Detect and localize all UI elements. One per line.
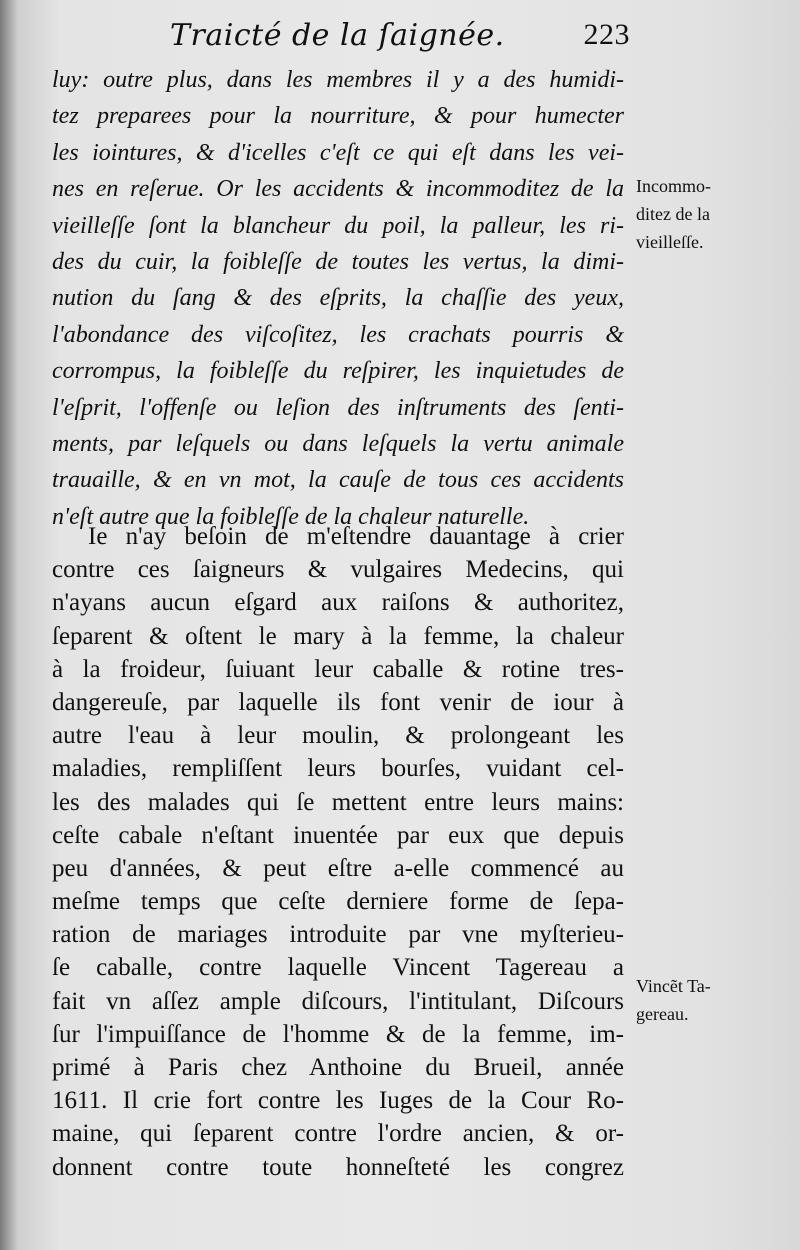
text-line: autre l'eau à leur moulin, & prolongeant les xyxy=(52,722,624,750)
text-line: les des malades qui ſe mettent entre leurs mains: xyxy=(52,788,624,816)
text-line: primé à Paris chez Anthoine du Brueil, année xyxy=(52,1054,624,1081)
margin-note-line: gereau. xyxy=(636,1004,689,1024)
text-line: Ie n'ay beſoin de m'eſtendre dauantage à crier xyxy=(88,523,624,550)
text-line: nution du ſang & des eſprits, la chaſſie des yeux, xyxy=(52,285,624,312)
text-line: dangereuſe, par laquelle ils font venir de iour à xyxy=(52,688,624,716)
margin-note-line: Vincẽt Ta- xyxy=(636,976,711,996)
margin-note-tagereau xyxy=(636,972,711,1028)
text-line: ſur l'impuiſſance de l'homme & de la femme, im- xyxy=(52,1020,624,1048)
text-line: maine, qui ſeparent contre l'ordre ancien, & or- xyxy=(52,1120,624,1148)
text-line: fait vn aſſez ample diſcours, l'intitulant, Diſcours xyxy=(52,987,624,1015)
text-line: donnent contre toute honneſteté les congrez xyxy=(52,1153,624,1181)
text-line: n'ayans aucun eſgard aux raiſons & authoritez, xyxy=(52,589,624,617)
text-line: ceſte cabale n'eſtant inuentée par eux que depuis xyxy=(52,821,624,849)
text-line: maladies, rempliſſent leurs bourſes, vuidant cel- xyxy=(52,755,624,783)
text-line: ments, par leſquels ou dans leſquels la vertu animale xyxy=(52,430,624,457)
text-line: tez preparees pour la nourriture, & pour humecter xyxy=(52,103,624,130)
text-line: ſeparent & oſtent le mary à la femme, la chaleur xyxy=(52,622,624,650)
text-line: à la froideur, ſuiuant leur caballe & rotine tres- xyxy=(52,655,624,683)
text-line: les iointures, & d'icelles c'eſt ce qui eſt dans les vei- xyxy=(52,139,624,166)
text-line: peu d'années, & peut eſtre a-elle commencé au xyxy=(52,854,624,882)
italic-paragraph xyxy=(52,62,624,535)
running-title: Traicté de la ſaignée. xyxy=(170,18,505,53)
page-number: 223 xyxy=(583,18,630,51)
text-line: trauaille, & en vn mot, la cauſe de tous ces accidents xyxy=(52,467,624,494)
text-line: vieilleſſe ſont la blancheur du poil, la palleur, les ri- xyxy=(52,212,624,239)
text-line: corrompus, la foibleſſe du reſpirer, les inquietudes de xyxy=(52,358,624,385)
text-line: 1611. Il crie fort contre les Iuges de la Cour Ro- xyxy=(52,1087,624,1115)
text-line: l'eſprit, l'offenſe ou leſion des inſtruments des ſenti- xyxy=(52,394,624,421)
margin-note-incommoditez xyxy=(636,172,711,256)
running-header xyxy=(170,18,630,62)
margin-note-line: vieilleſſe. xyxy=(636,232,704,252)
text-line: nes en reſerue. Or les accidents & incommoditez de la xyxy=(52,176,624,203)
text-line: ſe caballe, contre laquelle Vincent Tagereau a xyxy=(52,954,624,982)
margin-note-line: Incommo- xyxy=(636,176,711,196)
text-line: meſme temps que ceſte derniere forme de ſepa- xyxy=(52,888,624,916)
text-line: l'abondance des viſcoſitez, les crachats pourris & xyxy=(52,321,624,348)
roman-paragraph xyxy=(52,520,624,1184)
text-line: ration de mariages introduite par vne myſterieu- xyxy=(52,921,624,949)
text-line: n'eſt autre que la foibleſſe de la chaleur naturelle. xyxy=(52,503,530,530)
text-line: luy: outre plus, dans les membres il y a des humidi- xyxy=(52,67,624,93)
margin-note-line: ditez de la xyxy=(636,204,710,224)
text-line: des du cuir, la foibleſſe de toutes les vertus, la dimi- xyxy=(52,248,624,275)
text-line: contre ces ſaigneurs & vulgaires Medecins, qui xyxy=(52,556,624,584)
